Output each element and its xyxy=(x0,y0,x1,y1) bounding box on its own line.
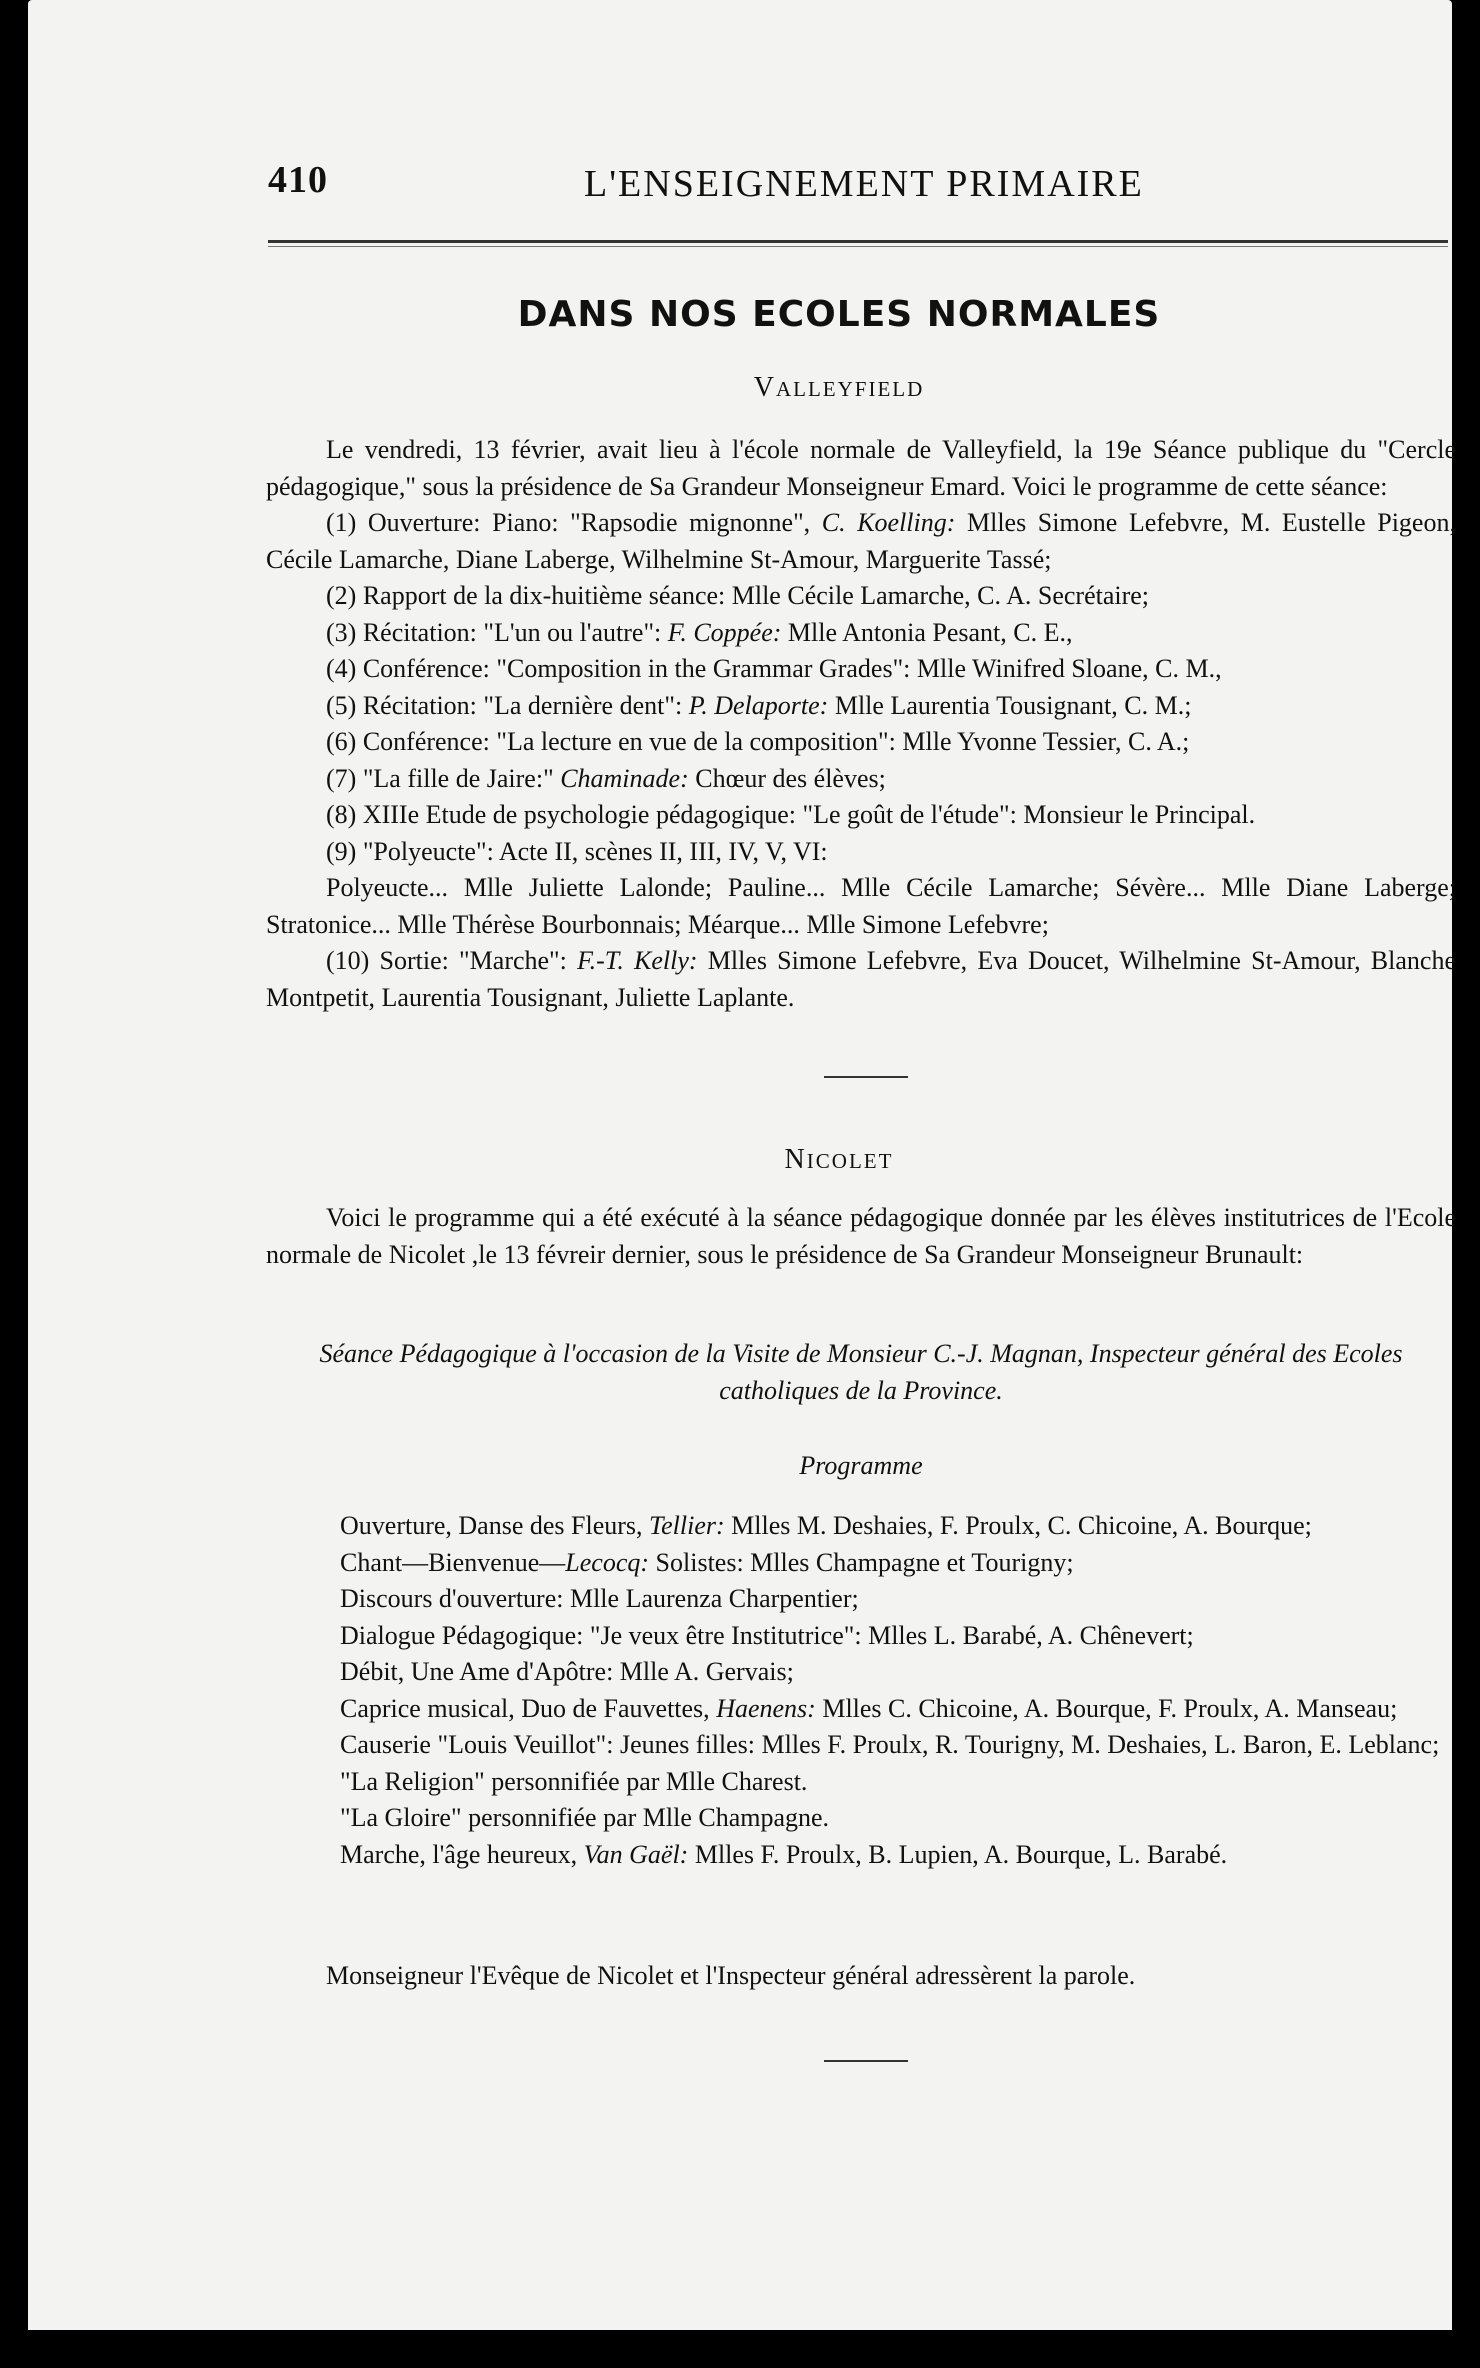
seance-block xyxy=(266,1336,1456,1409)
composer-name: Chaminade: xyxy=(560,763,689,793)
programme-item xyxy=(266,870,1456,943)
programme-item xyxy=(266,651,1456,688)
heading-initial: V xyxy=(753,372,776,403)
header-rule xyxy=(268,240,1448,247)
item-text: Discours d'ouverture: Mlle Laurenza Charpentier; xyxy=(340,1584,859,1613)
section-divider xyxy=(824,1076,908,1078)
item-text: (7) "La fille de Jaire:" xyxy=(326,763,561,793)
item-text: Mlles M. Deshaies, F. Proulx, C. Chicoine, A. Bourque; xyxy=(724,1511,1312,1540)
item-text: (3) Récitation: "L'un ou l'autre": xyxy=(326,617,668,647)
composer-name: Haenens: xyxy=(716,1693,816,1723)
item-text: Mlles Simone Lefebvre, M. Eustelle Pigeon, Cécile Lamarche, Diane Laberge, Wilhelmine St-Amour, Marguerite Tassé; xyxy=(266,508,1456,574)
heading-initial: N xyxy=(784,1144,807,1175)
nicolet-intro: Voici le programme qui a été exécuté à la séance pédagogique donnée par les élèves institutrices de l'Ecole normale de Nicolet ,le 13 févreir dernier, sous le présidence de Sa Grandeur Monseigneur Brunault: xyxy=(266,1203,1456,1269)
nicolet-programme xyxy=(266,1508,1456,1873)
item-text: Mlles F. Proulx, B. Lupien, A. Bourque, L. Barabé. xyxy=(688,1839,1228,1869)
page-number: 410 xyxy=(268,159,328,201)
programme-item xyxy=(266,1837,1456,1874)
programme-item xyxy=(266,1508,1456,1545)
composer-name: F.-T. Kelly: xyxy=(577,946,698,975)
item-text: (8) XIIIe Etude de psychologie pédagogique: "Le goût de l'étude": Monsieur le Principal. xyxy=(326,800,1256,829)
programme-item xyxy=(266,1727,1456,1764)
programme-item xyxy=(266,578,1456,615)
composer-name: F. Coppée: xyxy=(667,617,782,647)
programme-item xyxy=(266,1618,1456,1655)
item-text: (1) Ouverture: Piano: "Rapsodie mignonne", xyxy=(326,508,822,537)
running-title: L'ENSEIGNEMENT PRIMAIRE xyxy=(584,163,1144,205)
seance-caption: Séance Pédagogique à l'occasion de la Visite de Monsieur C.-J. Magnan, Inspecteur général des Ecoles catholiques de la Province. xyxy=(319,1339,1403,1405)
closing-paragraph: Monseigneur l'Evêque de Nicolet et l'Inspecteur général adressèrent la parole. xyxy=(326,1961,1136,1990)
item-text: Chœur des élèves; xyxy=(688,763,886,793)
item-text: Mlles C. Chicoine, A. Bourque, F. Proulx, A. Manseau; xyxy=(815,1693,1398,1723)
programme-item xyxy=(266,797,1456,834)
programme-label: Programme xyxy=(799,1451,923,1480)
programme-item xyxy=(266,1691,1456,1728)
valleyfield-intro: Le vendredi, 13 février, avait lieu à l'école normale de Valleyfield, la 19e Séance publique du "Cercle pédagogique," sous la présidence de Sa Grandeur Monseigneur Emard. Voici le programme de cette séance: xyxy=(266,435,1456,501)
item-text: Mlle Laurentia Tousignant, C. M.; xyxy=(828,690,1192,720)
item-text: Solistes: Mlles Champagne et Tourigny; xyxy=(649,1547,1074,1577)
item-text: (2) Rapport de la dix-huitième séance: Mlle Cécile Lamarche, C. A. Secrétaire; xyxy=(326,581,1150,610)
item-text: "La Religion" personnifiée par Mlle Charest. xyxy=(340,1766,808,1796)
item-text: "La Gloire" personnifiée par Mlle Champagne. xyxy=(340,1803,830,1832)
item-text: Mlles Simone Lefebvre, Eva Doucet, Wilhelmine St-Amour, Blanche Montpetit, Laurentia Tousignant, Juliette Laplante. xyxy=(266,946,1456,1012)
item-text: Polyeucte... Mlle Juliette Lalonde; Pauline... Mlle Cécile Lamarche; Sévère... Mlle Diane Laberge; Stratonice... Mlle Thérèse Bourbonnais; Méarque... Mlle Simone Lefebvre; xyxy=(266,873,1456,939)
end-divider xyxy=(824,2060,908,2062)
item-text: Caprice musical, Duo de Fauvettes, xyxy=(340,1693,717,1723)
page-header xyxy=(234,148,1444,208)
programme-item xyxy=(266,615,1456,652)
item-text: (5) Récitation: "La dernière dent": xyxy=(326,690,689,720)
section-heading-valleyfield xyxy=(234,372,1444,404)
programme-item xyxy=(266,761,1456,798)
programme-item xyxy=(266,1581,1456,1618)
programme-item xyxy=(266,688,1456,725)
article-title: DANS NOS ECOLES NORMALES xyxy=(517,294,1161,335)
item-text: Mlle Antonia Pesant, C. E., xyxy=(781,617,1073,647)
programme-item xyxy=(266,834,1456,871)
valleyfield-body xyxy=(266,432,1456,1016)
item-text: (9) "Polyeucte": Acte II, scènes II, III, IV, V, VI: xyxy=(326,836,828,866)
programme-item xyxy=(266,724,1456,761)
item-text: Dialogue Pédagogique: "Je veux être Institutrice": Mlles L. Barabé, A. Chênevert; xyxy=(340,1620,1194,1650)
closing-block xyxy=(266,1958,1456,1995)
programme-item xyxy=(266,505,1456,578)
heading-rest: ICOLET xyxy=(806,1149,894,1173)
item-text: (6) Conférence: "La lecture en vue de la composition": Mlle Yvonne Tessier, C. A.; xyxy=(326,727,1190,756)
item-text: (4) Conférence: "Composition in the Grammar Grades": Mlle Winifred Sloane, C. M., xyxy=(326,654,1222,683)
item-text: Ouverture, Danse des Fleurs, xyxy=(340,1511,650,1540)
page xyxy=(28,0,1456,2330)
composer-name: Tellier: xyxy=(649,1511,725,1540)
item-text: Causerie "Louis Veuillot": Jeunes filles: Mlles F. Proulx, R. Tourigny, M. Deshaies, L. Baron, E. Leblanc; xyxy=(340,1730,1440,1759)
programme-item xyxy=(266,943,1456,1016)
section-heading-nicolet xyxy=(234,1144,1444,1176)
programme-item xyxy=(266,1764,1456,1801)
item-text: Chant—Bienvenue— xyxy=(340,1547,566,1577)
composer-name: Van Gaël: xyxy=(583,1839,689,1869)
nicolet-intro-block xyxy=(266,1200,1456,1273)
composer-name: P. Delaporte: xyxy=(688,690,829,720)
heading-rest: ALLEYFIELD xyxy=(775,377,925,401)
programme-item xyxy=(266,1800,1456,1837)
composer-name: C. Koelling: xyxy=(821,508,956,537)
item-text: (10) Sortie: "Marche": xyxy=(326,946,578,975)
programme-item xyxy=(266,1545,1456,1582)
item-text: Marche, l'âge heureux, xyxy=(340,1839,584,1869)
composer-name: Lecocq: xyxy=(565,1547,650,1577)
programme-item xyxy=(266,1654,1456,1691)
item-text: Débit, Une Ame d'Apôtre: Mlle A. Gervais; xyxy=(340,1657,794,1686)
